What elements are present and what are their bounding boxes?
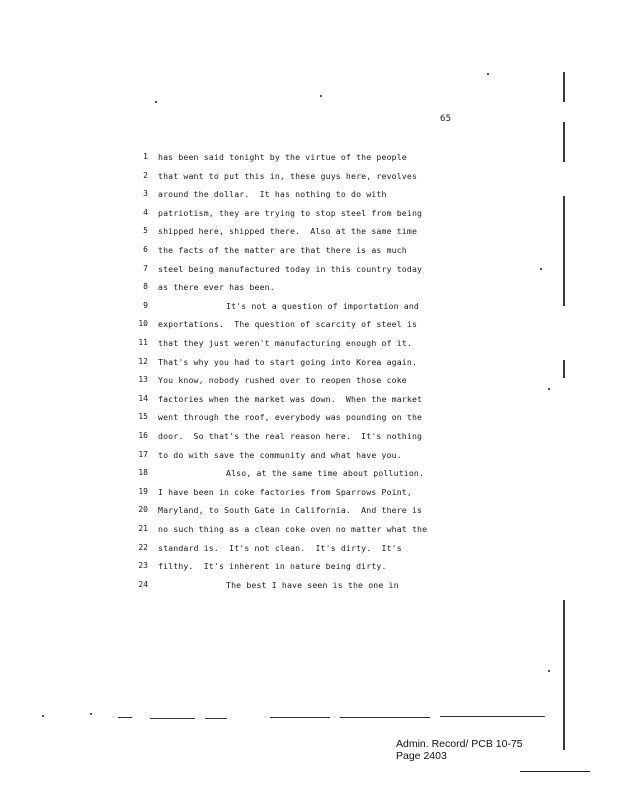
transcript-line xyxy=(0,318,618,330)
margin-mark xyxy=(563,72,565,102)
scan-line xyxy=(205,718,227,719)
line-number: 11 xyxy=(138,338,148,347)
line-text: patriotism, they are trying to stop steel from being xyxy=(158,207,423,218)
transcript-line xyxy=(0,300,618,312)
line-number: 9 xyxy=(143,300,148,310)
line-number: 6 xyxy=(143,245,148,254)
line-number: 23 xyxy=(138,561,148,571)
scan-speck xyxy=(155,101,157,103)
line-text: to do with save the community and what have you. xyxy=(158,449,402,460)
line-text: shipped here, shipped there. Also at the same time xyxy=(158,226,418,237)
transcript-line xyxy=(0,504,618,516)
line-number: 20 xyxy=(138,505,148,515)
transcript-line xyxy=(0,170,618,182)
line-text: Also, at the same time about pollution. xyxy=(226,468,425,479)
scan-line xyxy=(270,717,330,718)
line-text: the facts of the matter are that there is as much xyxy=(158,245,407,255)
line-text: exportations. The question of scarcity of steel is xyxy=(158,319,418,330)
transcript-line xyxy=(0,467,618,479)
margin-mark xyxy=(563,600,565,750)
line-text: It's not a question of importation and xyxy=(226,300,420,311)
footer-page-label: Page 2403 xyxy=(396,750,447,762)
line-number: 15 xyxy=(138,412,148,422)
admin-record-footer xyxy=(396,738,523,762)
line-number: 14 xyxy=(138,393,148,403)
line-number: 8 xyxy=(143,282,148,292)
scan-line xyxy=(440,716,545,717)
line-text: That's why you had to start going into Korea again. xyxy=(158,356,418,367)
transcript-line xyxy=(0,337,618,349)
line-text: Maryland, to South Gate in California. And there is xyxy=(158,505,423,516)
line-number: 17 xyxy=(138,449,148,459)
line-number: 24 xyxy=(138,579,148,589)
transcript-line xyxy=(0,151,618,163)
transcript-line xyxy=(0,579,618,591)
line-text: that they just weren't manufacturing enough of it. xyxy=(158,338,412,348)
scan-speck xyxy=(487,73,489,75)
line-number: 5 xyxy=(143,226,148,236)
scan-line xyxy=(118,717,132,718)
transcript-line xyxy=(0,523,618,535)
scan-speck xyxy=(320,95,322,97)
line-text: The best I have seen is the one in xyxy=(226,579,399,590)
line-text: around the dollar. It has nothing to do with xyxy=(158,189,387,200)
transcript-line xyxy=(0,486,618,498)
line-text: standard is. It's not clean. It's dirty. It's xyxy=(158,542,402,553)
line-number: 7 xyxy=(143,263,148,273)
scan-speck xyxy=(42,715,44,717)
line-text: factories when the market was down. When the market xyxy=(158,393,423,404)
scan-line xyxy=(150,718,195,719)
transcript-line xyxy=(0,560,618,572)
transcript-line xyxy=(0,244,618,256)
transcript-line xyxy=(0,542,618,554)
line-number: 13 xyxy=(138,375,148,385)
line-text: filthy. It's inherent in nature being dirty. xyxy=(158,561,387,572)
footer-record-label: Admin. Record/ PCB 10-75 xyxy=(396,738,523,750)
page-number: 65 xyxy=(440,114,452,124)
scan-speck xyxy=(548,670,550,672)
line-number: 12 xyxy=(138,356,148,366)
line-number: 18 xyxy=(138,468,148,478)
transcript-line xyxy=(0,207,618,219)
transcript-line xyxy=(0,281,618,293)
line-text: went through the roof, everybody was pounding on the xyxy=(158,412,423,423)
scan-speck xyxy=(90,713,92,715)
line-number: 22 xyxy=(138,542,148,552)
line-text: You know, nobody rushed over to reopen those coke xyxy=(158,375,407,386)
scan-speck xyxy=(548,388,550,390)
line-number: 3 xyxy=(143,189,148,199)
line-number: 1 xyxy=(143,152,148,161)
line-text: that want to put this in, these guys here, revolves xyxy=(158,170,418,181)
line-number: 19 xyxy=(138,486,148,496)
transcript-line xyxy=(0,263,618,275)
line-text: I have been in coke factories from Sparrows Point, xyxy=(158,486,412,497)
scan-line xyxy=(340,717,430,718)
transcript-line xyxy=(0,393,618,405)
footer-rule xyxy=(520,771,590,772)
margin-mark xyxy=(563,360,565,378)
line-number: 16 xyxy=(138,431,148,440)
transcript-line xyxy=(0,374,618,386)
transcript-line xyxy=(0,449,618,461)
line-text: no such thing as a clean coke oven no matter what the xyxy=(158,524,428,534)
scan-speck xyxy=(540,268,542,270)
line-number: 2 xyxy=(143,170,148,180)
line-text: as there ever has been. xyxy=(158,282,275,293)
transcript-line xyxy=(0,188,618,200)
margin-mark xyxy=(563,122,565,162)
line-number: 21 xyxy=(138,524,148,533)
transcript-line xyxy=(0,430,618,442)
line-number: 10 xyxy=(138,319,148,329)
line-text: door. So that's the real reason here. It's nothing xyxy=(158,431,423,441)
line-text: has been said tonight by the virtue of the people xyxy=(158,152,407,162)
line-text: steel being manufactured today in this country today xyxy=(158,263,423,274)
transcript-line xyxy=(0,411,618,423)
transcript-line xyxy=(0,225,618,237)
margin-mark xyxy=(563,196,565,306)
transcript-line xyxy=(0,356,618,368)
line-number: 4 xyxy=(143,207,148,217)
